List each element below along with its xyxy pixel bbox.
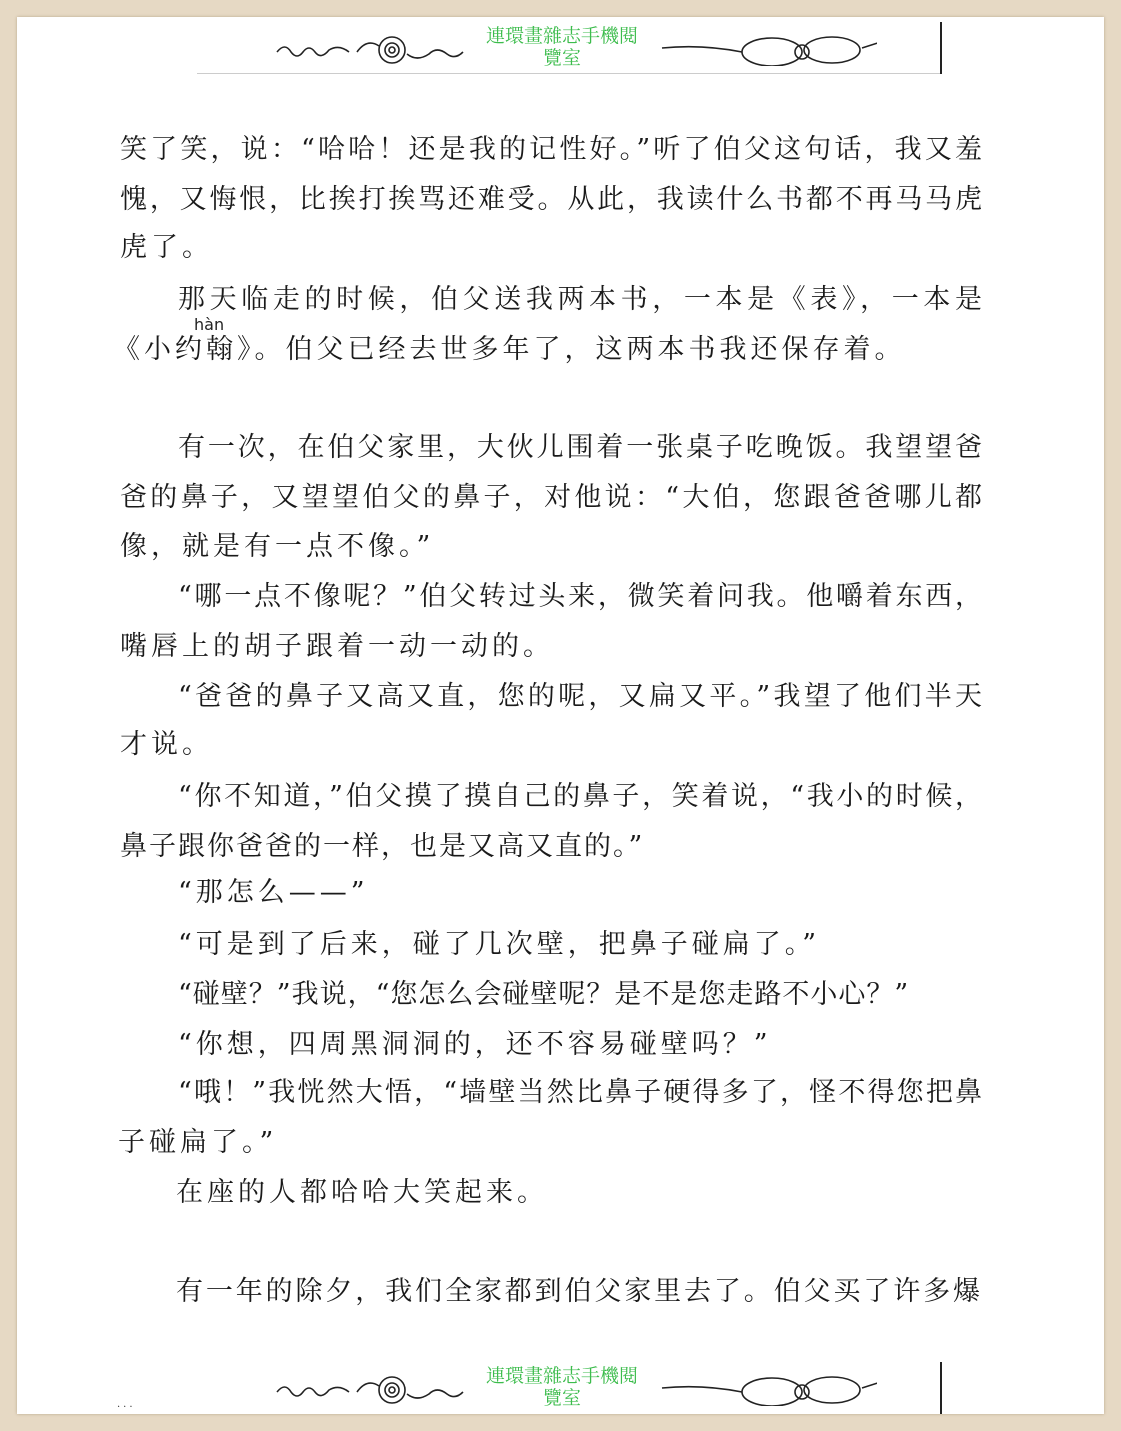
watermark-line: 覽室: [542, 1387, 581, 1409]
watermark-line: 連環畫雜志手機閱: [485, 25, 638, 47]
text-line: “碰壁？”我说，“您怎么会碰壁呢？是不是您走路不小心？”: [178, 979, 910, 1010]
text-line: “那怎么——”: [178, 877, 369, 908]
watermark-line: 覽室: [542, 47, 581, 69]
text-line: 在座的人都哈哈大笑起来。: [176, 1177, 548, 1208]
divider: [940, 1362, 942, 1414]
text-line: 鼻子跟你爸爸的一样，也是又高又直的。”: [120, 831, 645, 862]
text-line: “哪一点不像呢？”伯父转过头来，微笑着问我。他嚼着东西，: [178, 581, 982, 612]
page-number: ...: [117, 1399, 136, 1410]
text-line: 愧，又悔恨，比挨打挨骂还难受。从此，我读什么书都不再马马虎: [120, 184, 982, 215]
text-line: 《小约翰》。伯父已经去世多年了，这两本书我还保存着。: [113, 334, 906, 365]
watermark-line: 連環畫雜志手機閱: [485, 1365, 638, 1387]
text-line: “你想，四周黑洞洞的，还不容易碰壁吗？”: [178, 1029, 772, 1060]
text-line: “爸爸的鼻子又高又直，您的呢，又扁又平。”我望了他们半天: [178, 681, 982, 712]
pinyin-annotation: hàn: [194, 315, 225, 334]
text-line: 嘴唇上的胡子跟着一动一动的。: [120, 631, 554, 662]
header-banner: [197, 22, 942, 74]
text-line: 笑了笑，说：“哈哈！还是我的记性好。”听了伯父这句话，我又羞: [120, 134, 982, 165]
text-line: 有一次，在伯父家里，大伙儿围着一张桌子吃晚饭。我望望爸: [178, 432, 982, 463]
text-line: 才说。: [120, 729, 213, 760]
footer-banner: [197, 1362, 942, 1414]
text-line: 子碰扁了。”: [118, 1127, 278, 1158]
divider: [197, 73, 942, 74]
watermark: [402, 25, 722, 69]
text-line: 有一年的除夕，我们全家都到伯父家里去了。伯父买了许多爆: [176, 1276, 980, 1307]
text-line: “可是到了后来，碰了几次壁，把鼻子碰扁了。”: [178, 929, 821, 960]
text-line: 爸的鼻子，又望望伯父的鼻子，对他说：“大伯，您跟爸爸哪儿都: [120, 482, 982, 513]
text-line: “你不知道，”伯父摸了摸自己的鼻子，笑着说，“我小的时候，: [178, 781, 982, 812]
text-line: “哦！”我恍然大悟，“墙壁当然比鼻子硬得多了，怪不得您把鼻: [178, 1077, 982, 1108]
book-page: [17, 17, 1104, 1414]
text-line: 虎了。: [120, 232, 213, 263]
text-line: 像，就是有一点不像。”: [120, 531, 435, 562]
divider: [940, 22, 942, 74]
text-line: 那天临走的时候，伯父送我两本书，一本是《表》，一本是: [178, 284, 982, 315]
watermark: [402, 1365, 722, 1409]
